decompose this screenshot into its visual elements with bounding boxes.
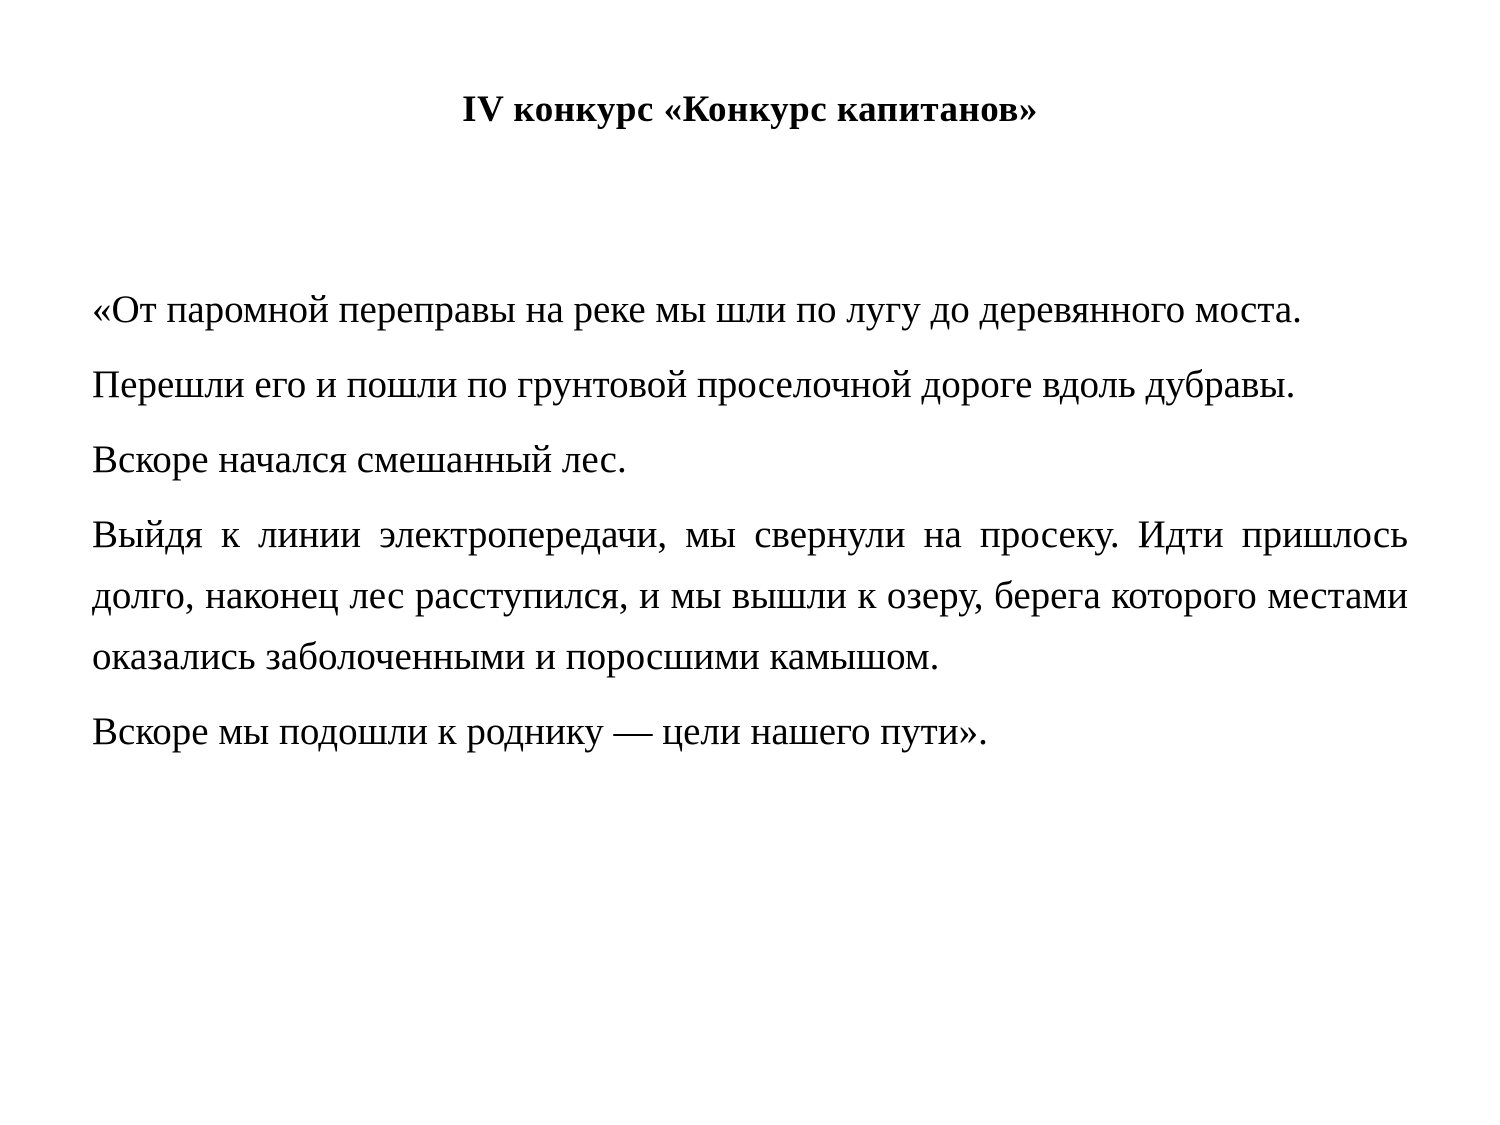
paragraph-power-line-lake: Выйдя к линии электропередачи, мы свернули на просеку. Идти пришлось долго, наконец лес расступился, и мы вышли к озеру, берега которого местами оказались заболоченными и поросшими камышом. — [92, 513, 1408, 678]
paragraph-mixed-forest: Вскоре начался смешанный лес. — [92, 438, 627, 481]
paragraph-spring-goal: Вскоре мы подошли к роднику — цели нашего пути». — [92, 710, 988, 753]
page-title: IV конкурс «Конкурс капитанов» — [462, 89, 1038, 130]
paragraph-dirt-road: Перешли его и пошли по грунтовой проселочной дороге вдоль дубравы. — [92, 363, 1296, 406]
document-body — [92, 279, 1408, 762]
paragraph-ferry-crossing: «От паромной переправы на реке мы шли по лугу до деревянного моста. — [92, 288, 1302, 331]
